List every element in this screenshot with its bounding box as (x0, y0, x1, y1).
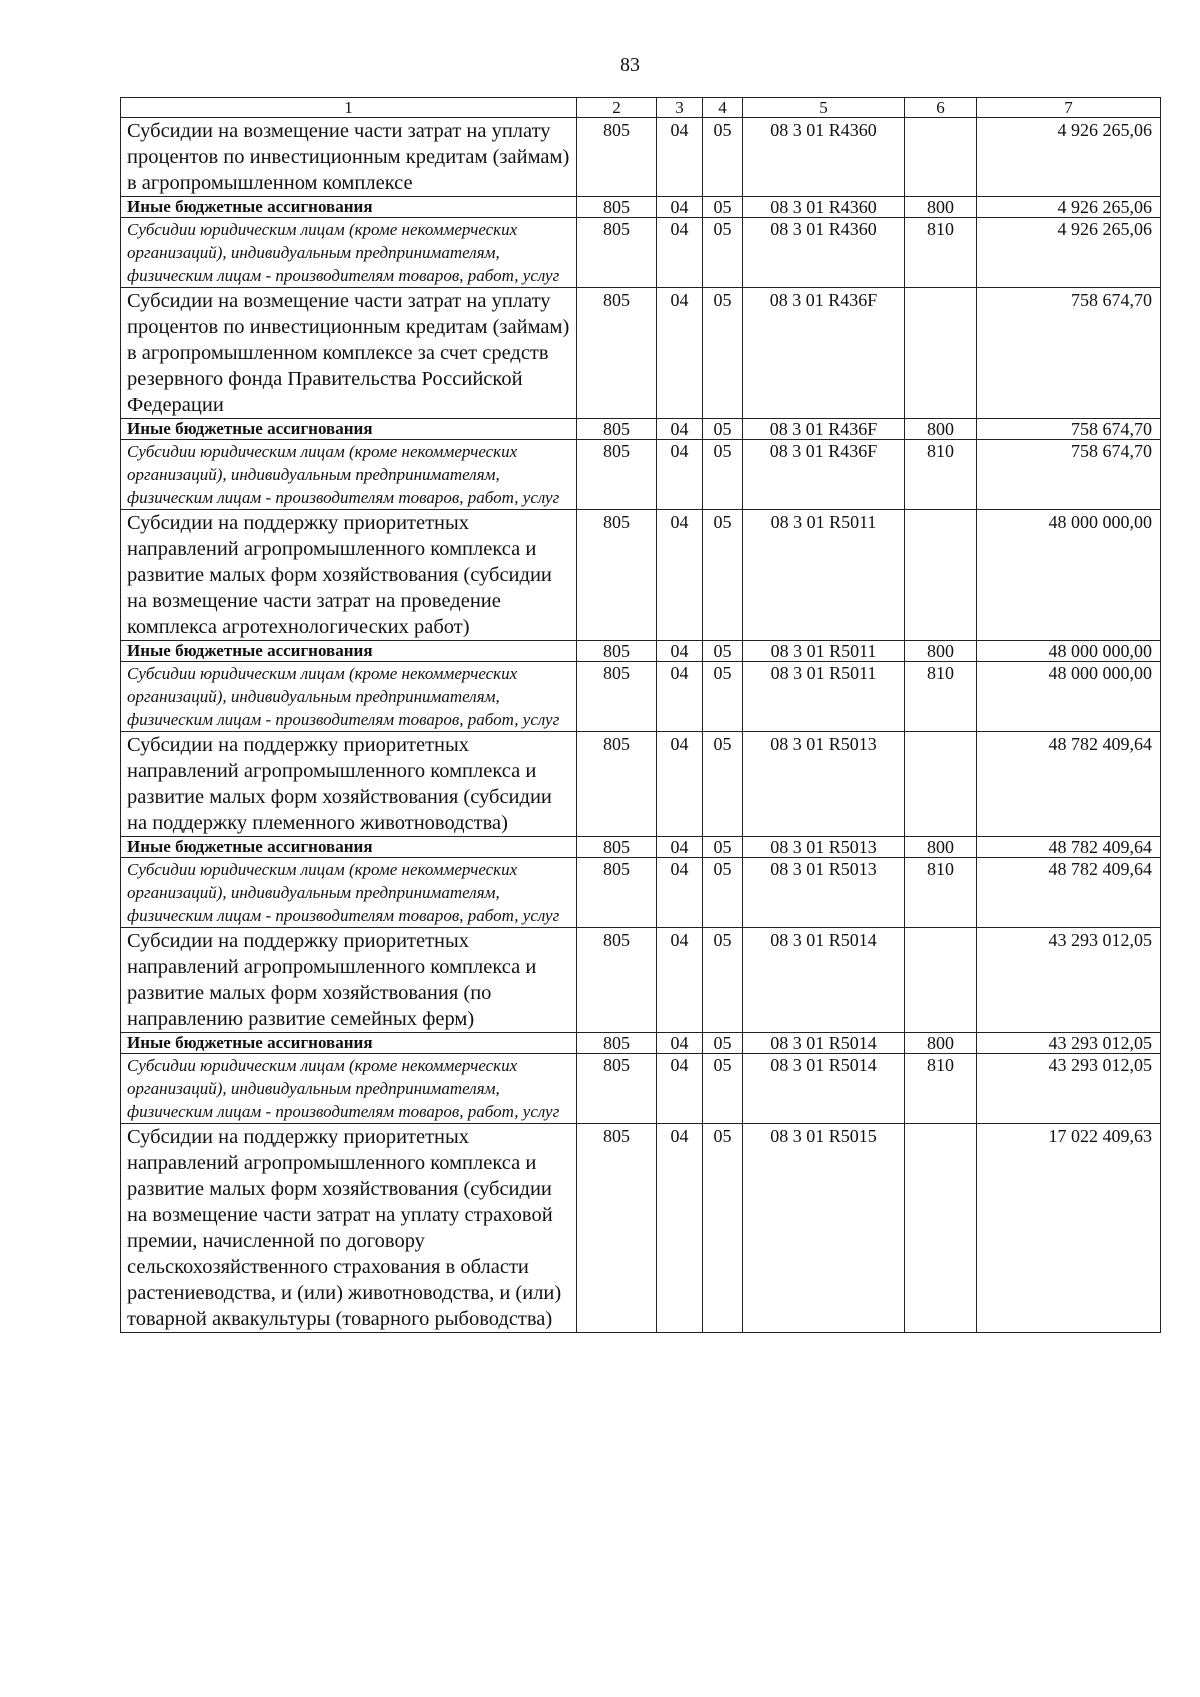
header-cell: 3 (657, 98, 703, 118)
row-ministry-code: 805 (577, 419, 657, 440)
row-target-article-code: 08 3 01 R436F (743, 440, 905, 510)
row-expense-type-code (905, 118, 977, 197)
row-subsection-code: 05 (703, 858, 743, 928)
row-ministry-code: 805 (577, 118, 657, 197)
row-amount: 758 674,70 (977, 288, 1161, 419)
budget-table (120, 97, 1161, 1333)
row-amount: 4 926 265,06 (977, 197, 1161, 218)
row-amount: 758 674,70 (977, 419, 1161, 440)
row-subsection-code: 05 (703, 641, 743, 662)
row-description: Субсидии на возмещение части затрат на уплату процентов по инвестиционным кредитам (займам) в агропромышленном комплексе (121, 118, 577, 197)
header-cell: 4 (703, 98, 743, 118)
row-expense-type-code (905, 288, 977, 419)
row-amount: 48 782 409,64 (977, 858, 1161, 928)
row-amount: 48 000 000,00 (977, 510, 1161, 641)
row-section-code: 04 (657, 641, 703, 662)
row-target-article-code: 08 3 01 R4360 (743, 197, 905, 218)
row-description: Субсидии на поддержку приоритетных направлений агропромышленного комплекса и развитие малых форм хозяйствования (субсидии на возмещение части затрат на проведение комплекса агротехнологических работ) (121, 510, 577, 641)
row-subsection-code: 05 (703, 928, 743, 1033)
page-number: 83 (620, 54, 640, 76)
row-target-article-code: 08 3 01 R436F (743, 288, 905, 419)
row-description: Субсидии юридическим лицам (кроме некоммерческих организаций), индивидуальным предпринимателям, физическим лицам - производителям товаров, работ, услуг (121, 1054, 577, 1124)
table-row (121, 928, 1161, 1033)
row-subsection-code: 05 (703, 1033, 743, 1054)
row-expense-type-code (905, 732, 977, 837)
row-section-code: 04 (657, 440, 703, 510)
table-row (121, 440, 1161, 510)
table-row (121, 118, 1161, 197)
row-description: Иные бюджетные ассигнования (121, 1033, 577, 1054)
row-description: Субсидии юридическим лицам (кроме некоммерческих организаций), индивидуальным предпринимателям, физическим лицам - производителям товаров, работ, услуг (121, 440, 577, 510)
header-cell: 7 (977, 98, 1161, 118)
row-description: Иные бюджетные ассигнования (121, 197, 577, 218)
table-row (121, 419, 1161, 440)
row-target-article-code: 08 3 01 R5013 (743, 837, 905, 858)
row-amount: 4 926 265,06 (977, 218, 1161, 288)
header-cell: 5 (743, 98, 905, 118)
header-cell: 2 (577, 98, 657, 118)
row-subsection-code: 05 (703, 1124, 743, 1333)
row-section-code: 04 (657, 732, 703, 837)
table-row (121, 1124, 1161, 1333)
row-subsection-code: 05 (703, 510, 743, 641)
row-section-code: 04 (657, 928, 703, 1033)
row-expense-type-code (905, 928, 977, 1033)
row-description: Субсидии на поддержку приоритетных направлений агропромышленного комплекса и развитие малых форм хозяйствования (по направлению развитие семейных ферм) (121, 928, 577, 1033)
row-expense-type-code: 810 (905, 662, 977, 732)
row-ministry-code: 805 (577, 928, 657, 1033)
row-target-article-code: 08 3 01 R5013 (743, 732, 905, 837)
table-row (121, 197, 1161, 218)
row-section-code: 04 (657, 662, 703, 732)
table-row (121, 732, 1161, 837)
row-expense-type-code: 800 (905, 419, 977, 440)
row-section-code: 04 (657, 419, 703, 440)
row-section-code: 04 (657, 197, 703, 218)
row-subsection-code: 05 (703, 419, 743, 440)
row-section-code: 04 (657, 118, 703, 197)
row-ministry-code: 805 (577, 510, 657, 641)
row-ministry-code: 805 (577, 288, 657, 419)
row-expense-type-code (905, 510, 977, 641)
row-subsection-code: 05 (703, 197, 743, 218)
row-amount: 48 782 409,64 (977, 837, 1161, 858)
row-ministry-code: 805 (577, 440, 657, 510)
row-amount: 48 000 000,00 (977, 662, 1161, 732)
table-row (121, 641, 1161, 662)
row-expense-type-code: 800 (905, 641, 977, 662)
row-description: Субсидии на поддержку приоритетных направлений агропромышленного комплекса и развитие малых форм хозяйствования (субсидии на возмещение части затрат на уплату страховой премии, начисленной по договору сельскохозяйственного страхования в области растениеводства, и (или) животноводства, и (или) товарной аквакультуры (товарного рыбоводства) (121, 1124, 577, 1333)
table-row (121, 858, 1161, 928)
row-amount: 48 782 409,64 (977, 732, 1161, 837)
row-target-article-code: 08 3 01 R436F (743, 419, 905, 440)
row-target-article-code: 08 3 01 R5014 (743, 1054, 905, 1124)
table-row (121, 662, 1161, 732)
table-row (121, 1054, 1161, 1124)
row-section-code: 04 (657, 218, 703, 288)
row-subsection-code: 05 (703, 732, 743, 837)
row-subsection-code: 05 (703, 288, 743, 419)
row-ministry-code: 805 (577, 662, 657, 732)
row-subsection-code: 05 (703, 218, 743, 288)
row-description: Субсидии юридическим лицам (кроме некоммерческих организаций), индивидуальным предпринимателям, физическим лицам - производителям товаров, работ, услуг (121, 218, 577, 288)
row-ministry-code: 805 (577, 1124, 657, 1333)
row-section-code: 04 (657, 288, 703, 419)
row-target-article-code: 08 3 01 R4360 (743, 118, 905, 197)
row-amount: 43 293 012,05 (977, 928, 1161, 1033)
row-description: Иные бюджетные ассигнования (121, 419, 577, 440)
table-row (121, 837, 1161, 858)
row-amount: 43 293 012,05 (977, 1033, 1161, 1054)
row-amount: 4 926 265,06 (977, 118, 1161, 197)
table-row (121, 288, 1161, 419)
row-section-code: 04 (657, 1033, 703, 1054)
row-ministry-code: 805 (577, 858, 657, 928)
row-ministry-code: 805 (577, 218, 657, 288)
row-ministry-code: 805 (577, 837, 657, 858)
row-target-article-code: 08 3 01 R5013 (743, 858, 905, 928)
row-description: Иные бюджетные ассигнования (121, 837, 577, 858)
table-row (121, 510, 1161, 641)
row-section-code: 04 (657, 1054, 703, 1124)
row-expense-type-code: 810 (905, 1054, 977, 1124)
row-ministry-code: 805 (577, 641, 657, 662)
row-subsection-code: 05 (703, 662, 743, 732)
row-description: Субсидии на поддержку приоритетных направлений агропромышленного комплекса и развитие малых форм хозяйствования (субсидии на поддержку племенного животноводства) (121, 732, 577, 837)
row-amount: 758 674,70 (977, 440, 1161, 510)
row-target-article-code: 08 3 01 R5011 (743, 641, 905, 662)
row-ministry-code: 805 (577, 1054, 657, 1124)
row-subsection-code: 05 (703, 440, 743, 510)
row-target-article-code: 08 3 01 R5011 (743, 662, 905, 732)
row-amount: 48 000 000,00 (977, 641, 1161, 662)
row-target-article-code: 08 3 01 R5011 (743, 510, 905, 641)
row-expense-type-code: 810 (905, 218, 977, 288)
row-description: Субсидии юридическим лицам (кроме некоммерческих организаций), индивидуальным предпринимателям, физическим лицам - производителям товаров, работ, услуг (121, 662, 577, 732)
row-target-article-code: 08 3 01 R5014 (743, 928, 905, 1033)
row-amount: 17 022 409,63 (977, 1124, 1161, 1333)
row-subsection-code: 05 (703, 837, 743, 858)
row-expense-type-code: 800 (905, 1033, 977, 1054)
table-body (121, 98, 1161, 1333)
table-row (121, 218, 1161, 288)
row-ministry-code: 805 (577, 732, 657, 837)
header-row (121, 98, 1161, 118)
row-target-article-code: 08 3 01 R5014 (743, 1033, 905, 1054)
header-cell: 1 (121, 98, 577, 118)
row-expense-type-code: 810 (905, 858, 977, 928)
row-subsection-code: 05 (703, 1054, 743, 1124)
row-expense-type-code: 810 (905, 440, 977, 510)
row-expense-type-code: 800 (905, 197, 977, 218)
table-row (121, 1033, 1161, 1054)
row-description: Субсидии юридическим лицам (кроме некоммерческих организаций), индивидуальным предпринимателям, физическим лицам - производителям товаров, работ, услуг (121, 858, 577, 928)
row-ministry-code: 805 (577, 197, 657, 218)
row-section-code: 04 (657, 1124, 703, 1333)
row-amount: 43 293 012,05 (977, 1054, 1161, 1124)
row-expense-type-code (905, 1124, 977, 1333)
row-section-code: 04 (657, 858, 703, 928)
row-expense-type-code: 800 (905, 837, 977, 858)
row-description: Субсидии на возмещение части затрат на уплату процентов по инвестиционным кредитам (займам) в агропромышленном комплексе за счет средств резервного фонда Правительства Российской Федерации (121, 288, 577, 419)
row-section-code: 04 (657, 510, 703, 641)
row-target-article-code: 08 3 01 R4360 (743, 218, 905, 288)
row-ministry-code: 805 (577, 1033, 657, 1054)
row-section-code: 04 (657, 837, 703, 858)
row-description: Иные бюджетные ассигнования (121, 641, 577, 662)
header-cell: 6 (905, 98, 977, 118)
row-target-article-code: 08 3 01 R5015 (743, 1124, 905, 1333)
row-subsection-code: 05 (703, 118, 743, 197)
